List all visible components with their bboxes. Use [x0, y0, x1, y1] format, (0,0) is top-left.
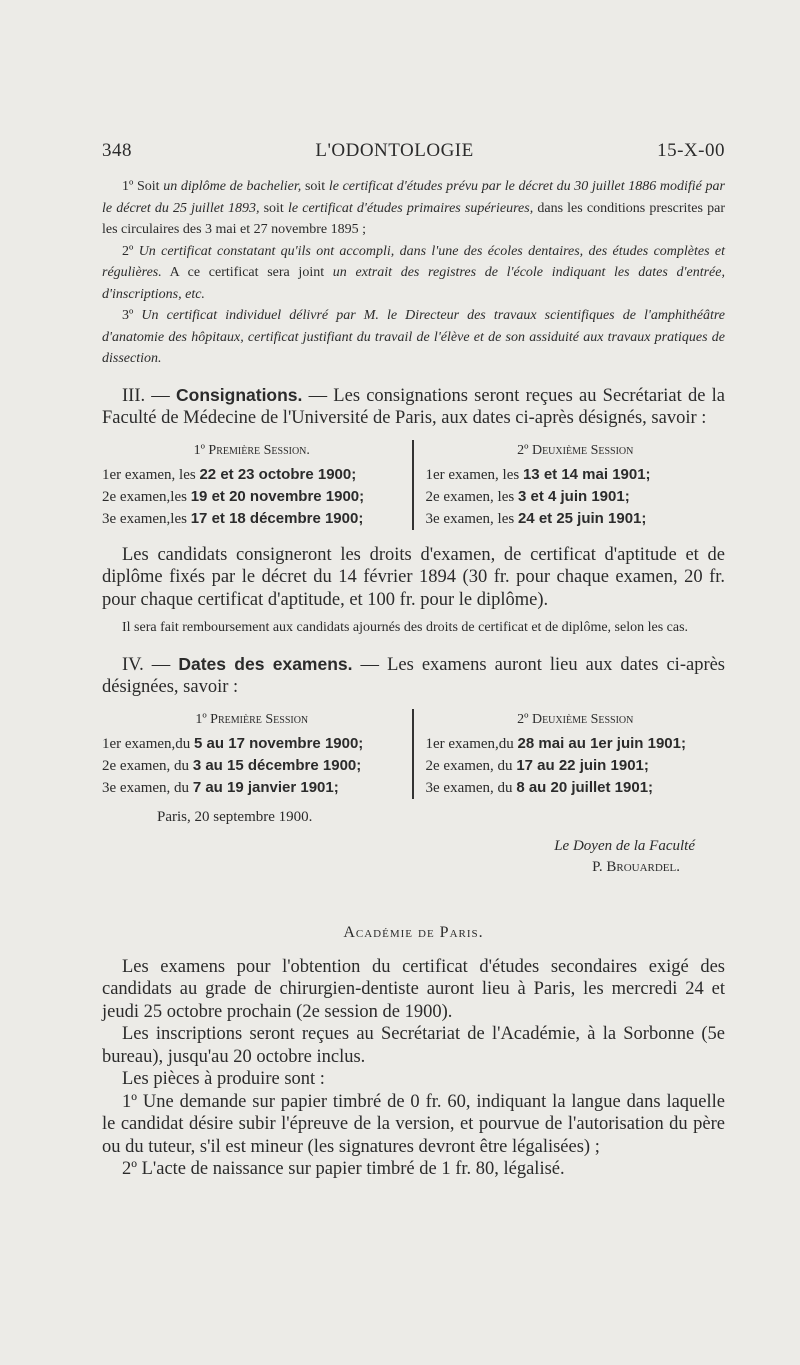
- issue-date: 15-X-00: [657, 140, 725, 161]
- dates-heading: Dates des examens.: [178, 653, 353, 674]
- page-number: 348: [102, 140, 132, 161]
- requirement-item-1: 1º Soit un diplôme de bachelier, soit le certificat d'études prévu par le décret du 30 juillet 1886 modifié par le décret du 25 juillet 1893, soit le certificat d'études primaires supérieures, dans les conditions prescrites par les circulaires des 3 mai et 27 novembre 1895 ;: [102, 179, 725, 237]
- requirements-list: [102, 176, 725, 370]
- academie-paragraph: Les pièces à produire sont :: [122, 1069, 325, 1089]
- consignations-fees: Les candidats consigneront les droits d'examen, de certificat d'aptitude et de diplôme fixés par le décret du 14 février 1894 (30 fr. pour chaque examen, 20 fr. pour chaque certificat d'aptitude, et 100 fr. pour le diplôme).: [102, 544, 725, 610]
- exam-first-session: 1º Première Session 1er examen,du 5 au 17 novembre 1900; 2e examen, du 3 au 15 décembre 1900; 3e examen, du 7 au 19 janvier 1901;: [102, 709, 414, 799]
- session-row: 2e examen,les 19 et 20 novembre 1900;: [102, 487, 365, 505]
- academie-paragraph: 2º L'acte de naissance sur papier timbré de 1 fr. 80, légalisé.: [122, 1159, 565, 1179]
- session-row: 1er examen,du 28 mai au 1er juin 1901;: [425, 734, 686, 752]
- section-consignations: [102, 384, 725, 430]
- academie-paragraph: Les inscriptions seront reçues au Secrétariat de l'Académie, à la Sorbonne (5e bureau), jusqu'au 20 octobre inclus.: [102, 1024, 725, 1067]
- section-dates: [102, 653, 725, 699]
- academie-paragraph: 1º Une demande sur papier timbré de 0 fr. 60, indiquant la langue dans laquelle le candidat désire subir l'épreuve de la version, et pourvue de l'autorisation du père ou du tuteur, s'il est mineur (les signatures devront être légalisées) ;: [102, 1091, 725, 1157]
- consignations-first-session: 1º Première Session. 1er examen, les 22 et 23 octobre 1900; 2e examen,les 19 et 20 novembre 1900; 3e examen,les 17 et 18 décembre 1900;: [102, 440, 414, 530]
- exam-sessions: [102, 709, 725, 799]
- requirement-item-2: 2º Un certificat constatant qu'ils ont accompli, dans l'une des écoles dentaires, des études complètes et régulières. A ce certificat sera joint un extrait des registres de l'école indiquant les dates d'entrée, d'inscriptions, etc.: [102, 243, 726, 302]
- consignations-sessions: [102, 440, 725, 530]
- consignations-heading: Consignations.: [176, 384, 303, 405]
- academie-title: Académie de Paris.: [343, 923, 484, 941]
- session-row: 3e examen, du 8 au 20 juillet 1901;: [425, 778, 654, 796]
- signature-name: P. Brouardel.: [592, 858, 680, 875]
- session-row: 2e examen, du 17 au 22 juin 1901;: [425, 756, 649, 774]
- dates-intro: IV. — Dates des examens. — Les examens auront lieu aux dates ci-après désignées, savoir :: [102, 653, 726, 697]
- journal-title: L'ODONTOLOGIE: [315, 140, 474, 161]
- session-row: 1er examen,du 5 au 17 novembre 1900;: [102, 734, 364, 752]
- consignations-refund: Il sera fait remboursement aux candidats ajournés des droits de certificat et de diplôme, selon les cas.: [122, 620, 689, 635]
- session-row: 3e examen, les 24 et 25 juin 1901;: [425, 509, 647, 527]
- session-row: 1er examen, les 13 et 14 mai 1901;: [425, 465, 651, 483]
- signature-title: Le Doyen de la Faculté: [554, 837, 695, 854]
- session-row: 3e examen, du 7 au 19 janvier 1901;: [102, 778, 339, 796]
- session-row: 2e examen, les 3 et 4 juin 1901;: [425, 487, 630, 505]
- academie-paragraph: Les examens pour l'obtention du certificat d'études secondaires exigé des candidats au grade de chirurgien-dentiste auront lieu à Paris, les mercredi 24 et jeudi 25 octobre prochain (2e session de 1900).: [102, 956, 725, 1022]
- requirement-item-3: 3º Un certificat individuel délivré par M. le Directeur des travaux scientifiques de l'amphithéâtre d'anatomie des hôpitaux, certificat justifiant du travail de l'élève et de son assiduité aux travaux pratiques de dissection.: [102, 308, 726, 366]
- exam-second-session: 2º Deuxième Session 1er examen,du 28 mai au 1er juin 1901; 2e examen, du 17 au 22 juin 1901; 3e examen, du 8 au 20 juillet 1901;: [414, 709, 726, 799]
- session-row: 2e examen, du 3 au 15 décembre 1900;: [102, 756, 362, 774]
- academie-text: [102, 956, 725, 1181]
- consignations-intro: III. — Consignations. — Les consignations seront reçues au Secrétariat de la Faculté de Médecine de l'Université de Paris, aux dates ci-après désignés, savoir :: [102, 384, 725, 428]
- session-row: 1er examen, les 22 et 23 octobre 1900;: [102, 465, 357, 483]
- main-content: [102, 176, 725, 1181]
- consignations-second-session: 2º Deuxième Session 1er examen, les 13 et 14 mai 1901; 2e examen, les 3 et 4 juin 1901; 3e examen, les 24 et 25 juin 1901;: [414, 440, 726, 530]
- session-row: 3e examen,les 17 et 18 décembre 1900;: [102, 509, 364, 527]
- page-header: [102, 140, 725, 162]
- place-date: Paris, 20 septembre 1900.: [157, 808, 313, 825]
